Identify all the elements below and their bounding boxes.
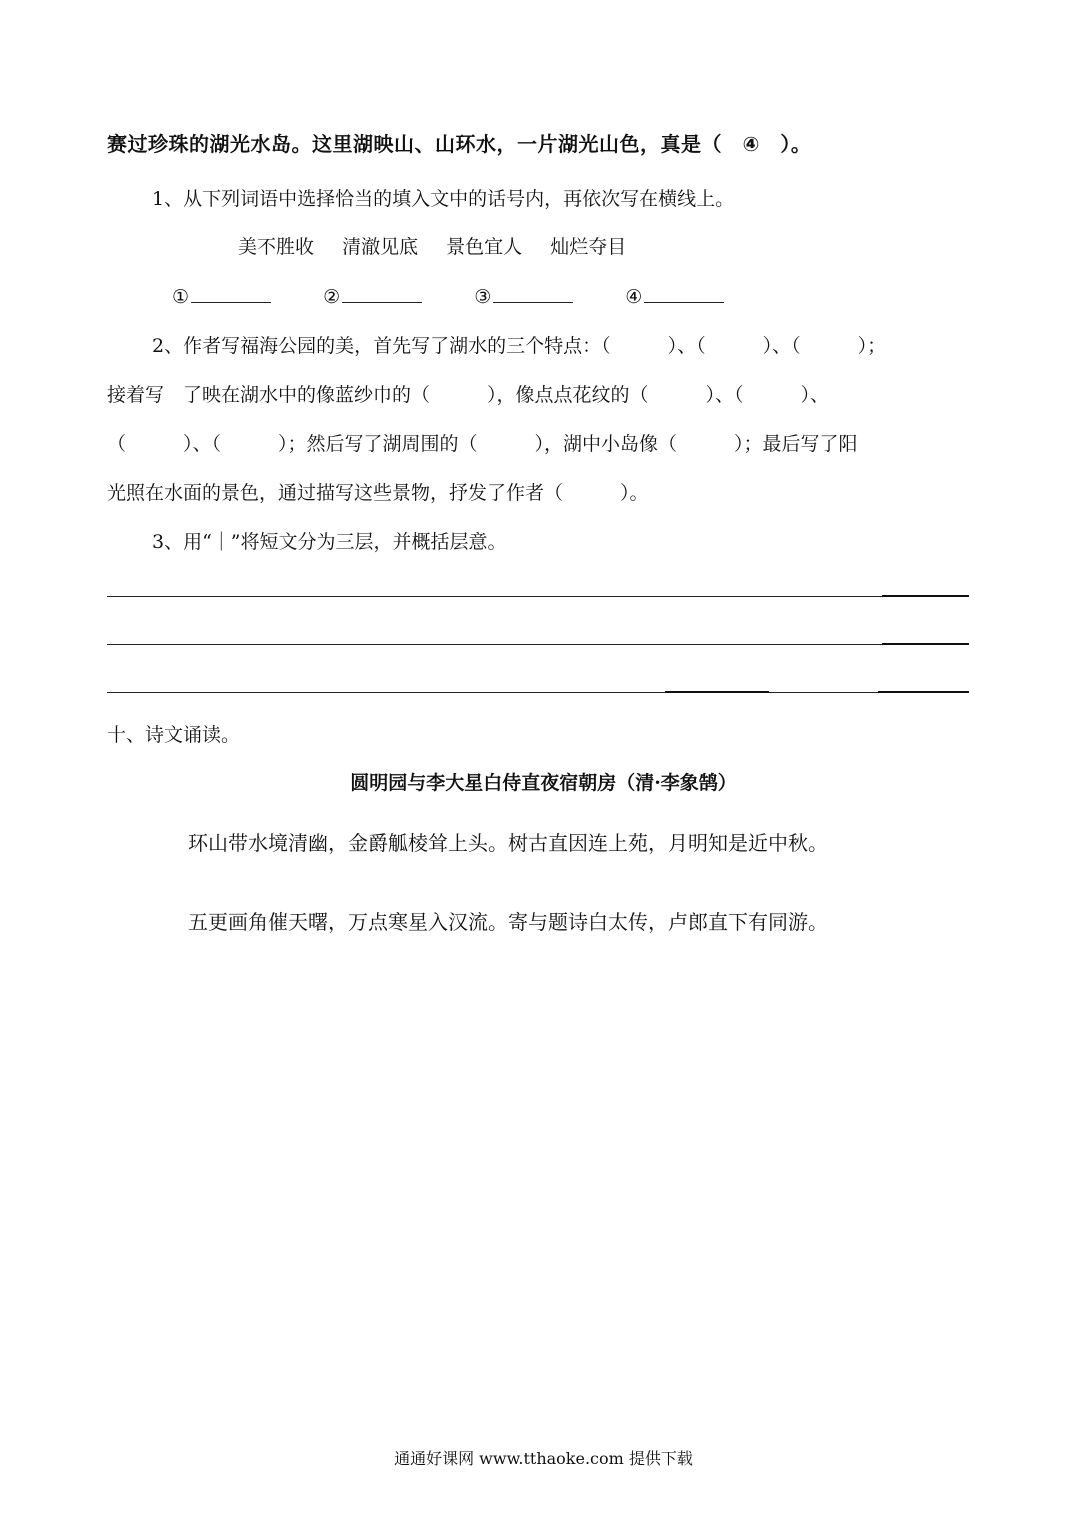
answer-line-3-end [878,691,969,693]
answer-line-3-mid [665,691,769,693]
answer-blank[interactable] [342,284,422,303]
q1-answer-slots [172,284,770,308]
answer-line-3[interactable] [107,692,969,693]
slot-marker: ① [172,286,190,308]
answer-blank[interactable] [493,284,573,303]
answer-blank[interactable] [191,284,271,303]
answer-blank[interactable] [644,284,724,303]
answer-line-2[interactable] [107,644,969,645]
q1-word: 清澈见底 [342,236,419,258]
answer-line-2-end [882,643,969,645]
footer-text: 通通好课网 www.tthaoke.com 提供下载 [394,1449,693,1468]
q2-line-4: 光照在水面的景色，通过描写这些景物，抒发了作者（ ）。 [107,482,649,504]
q2-line-3: （ ）、（ ）；然后写了湖周围的（ ），湖中小岛像（ ）；最后写了阳 [107,433,858,455]
q1-slot-4[interactable] [625,284,724,308]
poem-title: 圆明园与李大星白侍直夜宿朝房（清·李象鹄） [350,772,737,794]
passage-end-line: 赛过珍珠的湖光水岛。这里湖映山、山环水，一片湖光山色，真是（ ④ ）。 [107,132,812,156]
section-10-heading: 十、诗文诵读。 [107,724,241,746]
q1-slot-3[interactable] [474,284,573,308]
q2-line-1: 2、作者写福海公园的美，首先写了湖水的三个特点：（ ）、（ ）、（ ）； [152,335,887,357]
q1-slot-1[interactable] [172,284,271,308]
q3-prompt: 3、用“｜”将短文分为三层，并概括层意。 [152,531,507,553]
answer-line-1[interactable] [107,596,969,597]
slot-marker: ④ [625,286,643,308]
q1-word-list [238,232,648,259]
poem-line-1: 环山带水境清幽，金爵觚棱耸上头。树古直因连上苑，月明知是近中秋。 [188,831,828,855]
slot-marker: ② [323,286,341,308]
poem-line-2: 五更画角催天曙，万点寒星入汉流。寄与题诗白太传，卢郎直下有同游。 [188,910,828,934]
q1-slot-2[interactable] [323,284,422,308]
q1-word: 灿烂夺目 [550,236,627,258]
q1-word: 景色宜人 [446,236,523,258]
q1-prompt: 1、从下列词语中选择恰当的填入文中的话号内，再依次写在横线上。 [152,188,735,210]
slot-marker: ③ [474,286,492,308]
q2-line-2: 接着写 了映在湖水中的像蓝纱巾的（ ），像点点花纹的（ ）、（ ）、 [107,384,830,406]
answer-line-1-end [882,595,969,597]
q1-word: 美不胜收 [238,236,315,258]
